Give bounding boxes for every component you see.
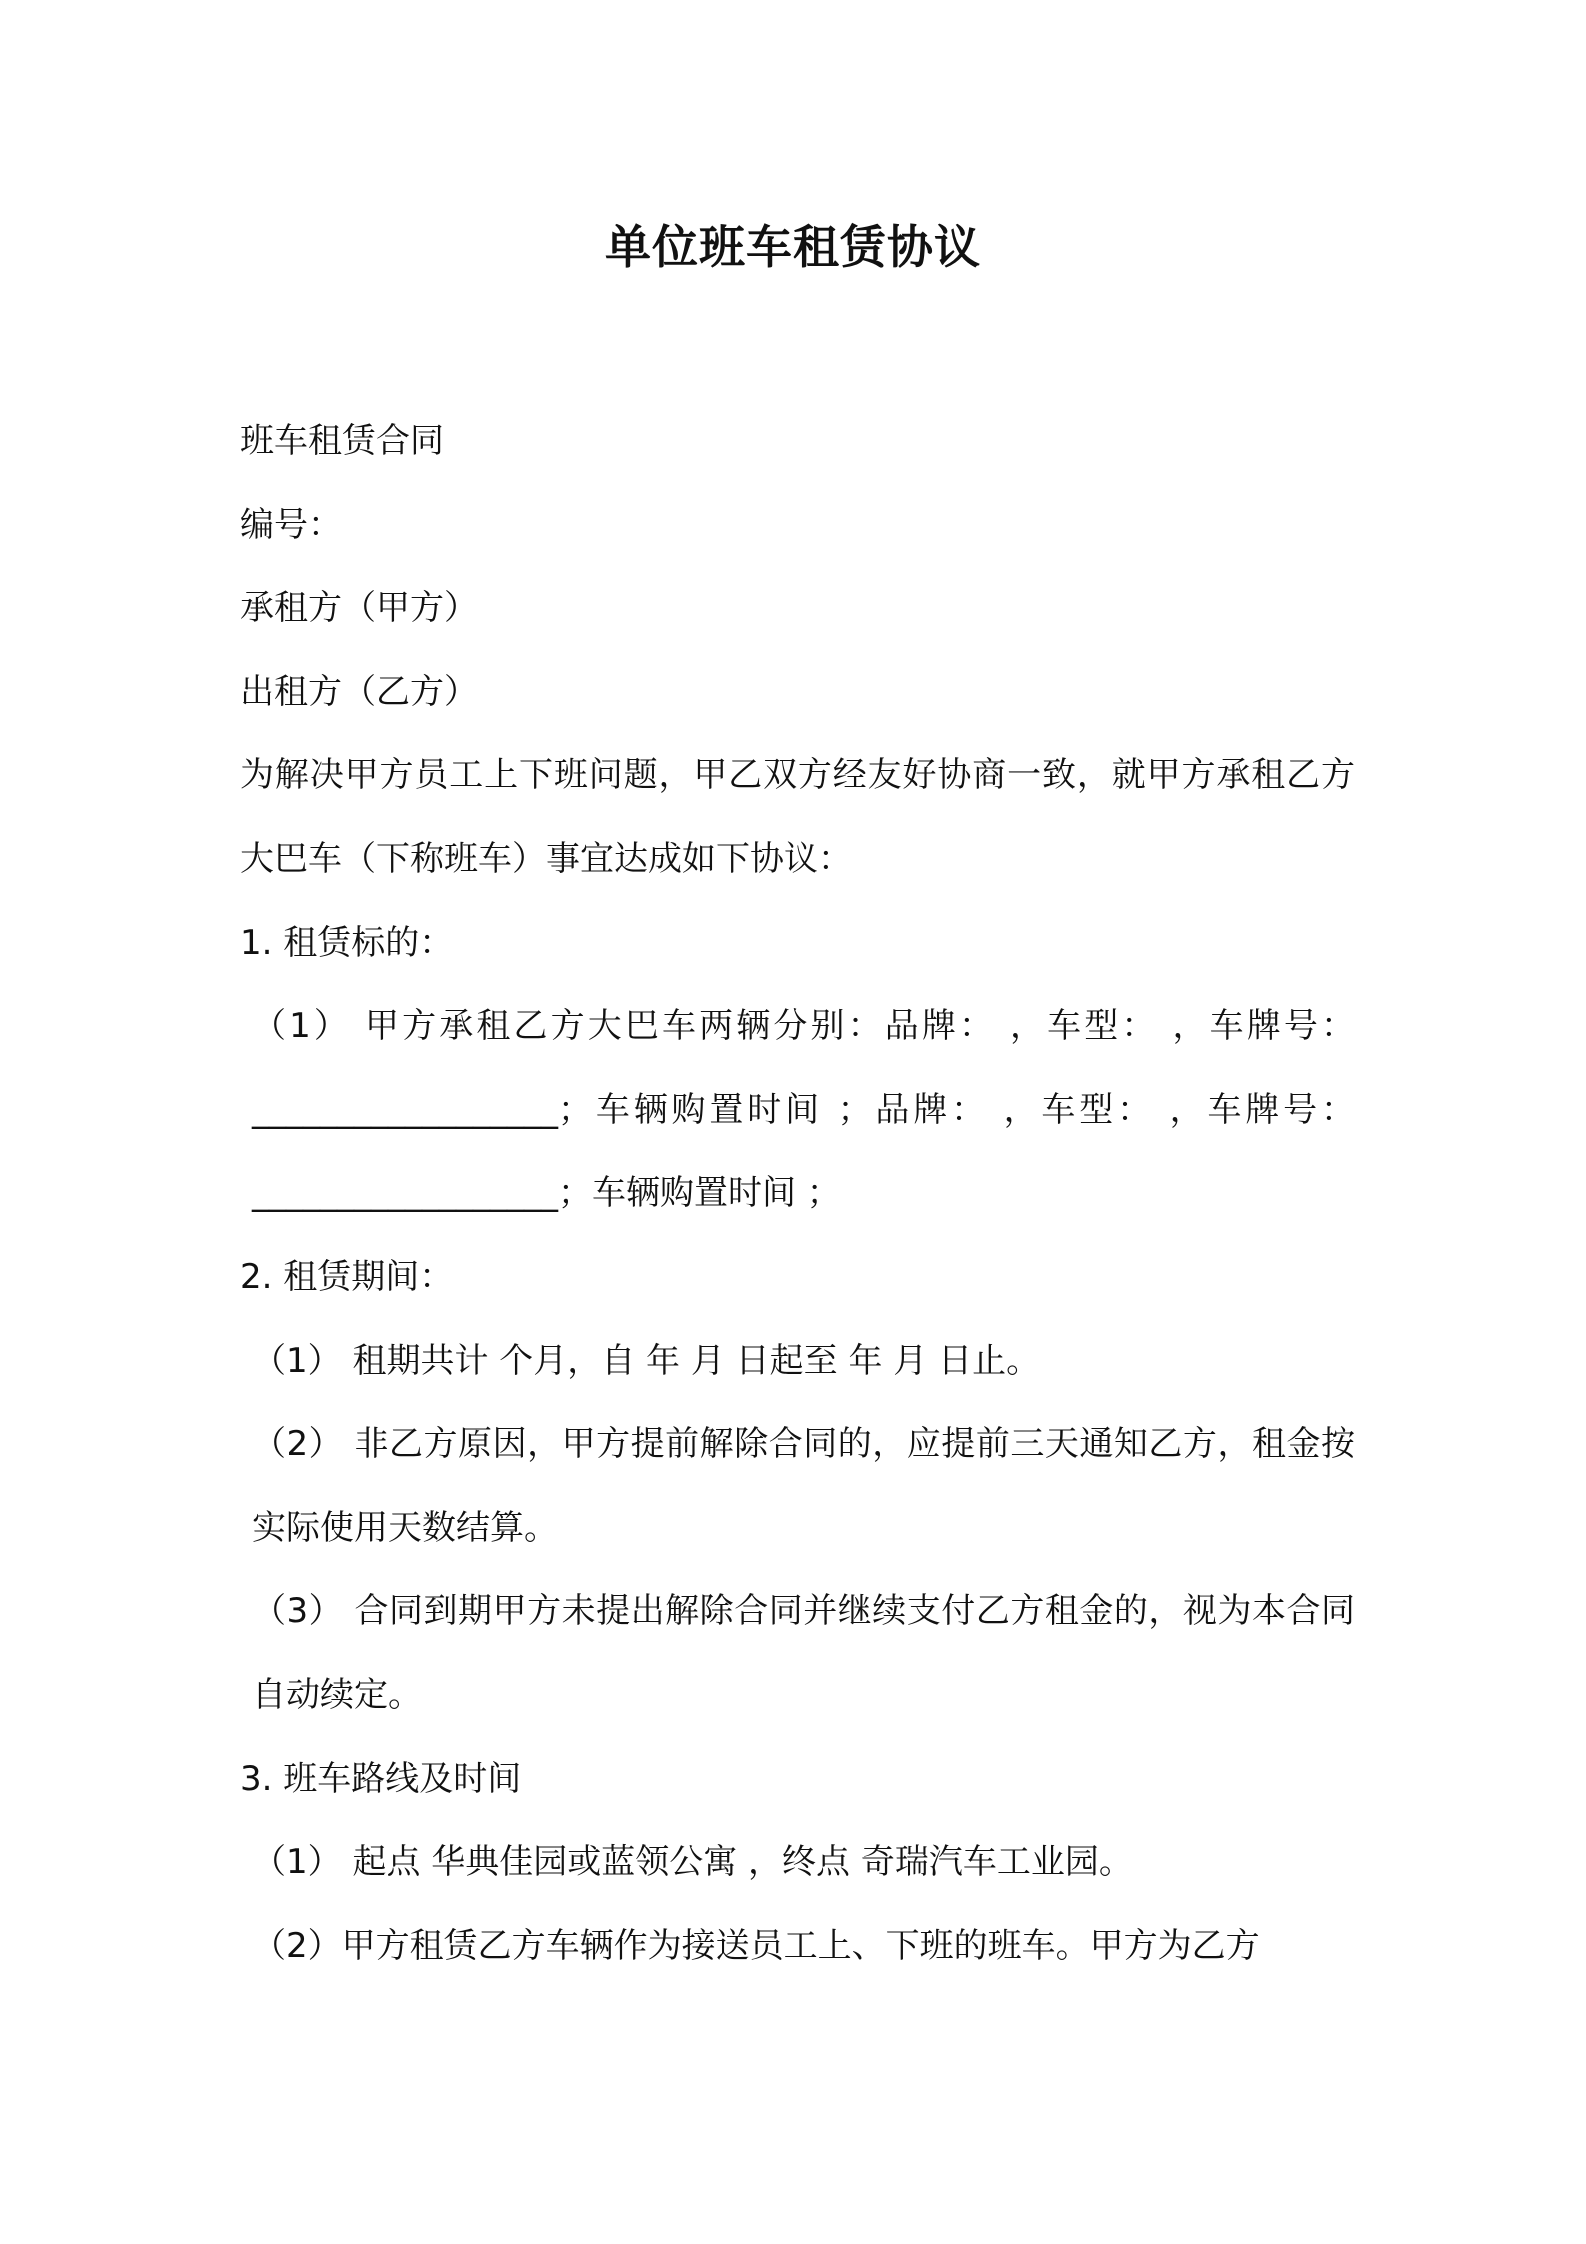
- clause-route: （1） 起点 华典佳园或蓝领公寓 ，终点 奇瑞汽车工业园。: [252, 1842, 1133, 1883]
- clause-vehicles: （1） 甲方承租乙方大巴车两辆分别：品牌： ，车型： ，车牌号：__________________；车辆购置时间 ；品牌： ，车型： ，车牌号：__________________；车辆购置时间 ；: [252, 1006, 1355, 1214]
- clause-lease-term: （1） 租期共计 个月，自 年 月 日起至 年 月 日止。: [252, 1340, 1041, 1381]
- document-body: [240, 400, 1355, 1988]
- contract-name: 班车租赁合同: [240, 421, 444, 461]
- contract-number-line: 编号：: [240, 504, 342, 545]
- clause-auto-renewal: （3） 合同到期甲方未提出解除合同并继续支付乙方租金的，视为本合同自动续定。: [252, 1591, 1355, 1715]
- preamble-paragraph: 为解决甲方员工上下班问题，甲乙双方经友好协商一致，就甲方承租乙方大巴车（下称班车）事宜达成如下协议：: [240, 755, 1355, 879]
- section-heading-lease-period: 2. 租赁期间：: [240, 1256, 454, 1297]
- lessor-party-line: 出租方（乙方）: [240, 671, 478, 712]
- section-heading-route-time: 3. 班车路线及时间: [240, 1758, 522, 1799]
- clause-early-termination: （2） 非乙方原因，甲方提前解除合同的，应提前三天通知乙方，租金按实际使用天数结算。: [252, 1424, 1355, 1548]
- lessee-party-line: 承租方（甲方）: [240, 588, 478, 629]
- document-title: 单位班车租赁协议: [605, 220, 981, 274]
- section-heading-lease-subject: 1. 租赁标的：: [240, 922, 454, 963]
- clause-shuttle-purpose: （2）甲方租赁乙方车辆作为接送员工上、下班的班车。甲方为乙方: [252, 1925, 1260, 1966]
